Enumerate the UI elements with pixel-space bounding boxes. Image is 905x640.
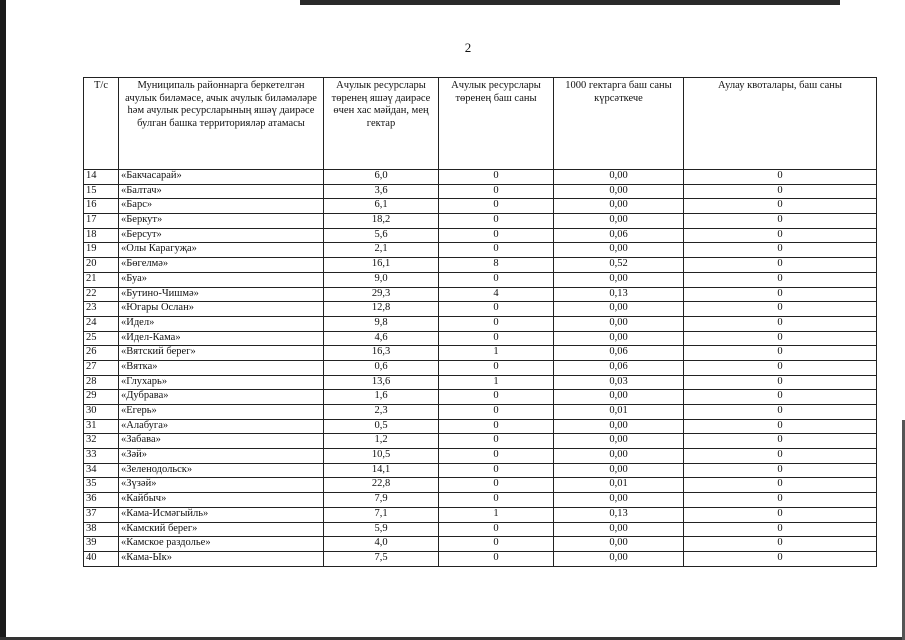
cell-habitat-area: 2,3 [324,405,439,420]
cell-head-count: 0 [439,228,554,243]
cell-habitat-area: 4,0 [324,537,439,552]
cell-habitat-area: 1,6 [324,390,439,405]
cell-density: 0,00 [554,331,684,346]
table-row [84,258,877,273]
table-body [84,170,877,567]
cell-row-number: 37 [84,507,119,522]
page-number: 2 [464,40,472,55]
cell-head-count: 0 [439,390,554,405]
table-row [84,346,877,361]
table-header [84,78,877,170]
cell-quota: 0 [684,287,877,302]
cell-territory-name: «Идел» [119,316,324,331]
cell-density: 0,06 [554,228,684,243]
cell-habitat-area: 16,3 [324,346,439,361]
cell-quota: 0 [684,522,877,537]
cell-quota: 0 [684,214,877,229]
cell-quota: 0 [684,375,877,390]
cell-habitat-area: 12,8 [324,302,439,317]
cell-habitat-area: 13,6 [324,375,439,390]
cell-head-count: 0 [439,537,554,552]
table-row [84,228,877,243]
table-row [84,199,877,214]
cell-head-count: 0 [439,272,554,287]
cell-quota: 0 [684,184,877,199]
table-row [84,272,877,287]
cell-territory-name: «Зәй» [119,449,324,464]
cell-habitat-area: 4,6 [324,331,439,346]
cell-habitat-area: 9,0 [324,272,439,287]
cell-territory-name: «Бакчасарай» [119,170,324,185]
cell-territory-name: «Камский берег» [119,522,324,537]
cell-density: 0,00 [554,390,684,405]
cell-density: 0,00 [554,214,684,229]
table-row [84,287,877,302]
cell-habitat-area: 10,5 [324,449,439,464]
cell-quota: 0 [684,449,877,464]
table-row [84,419,877,434]
cell-head-count: 0 [439,463,554,478]
cell-territory-name: «Алабуга» [119,419,324,434]
cell-habitat-area: 5,9 [324,522,439,537]
cell-head-count: 0 [439,434,554,449]
cell-habitat-area: 6,0 [324,170,439,185]
header-quota: Аулау квоталары, баш саны [684,78,877,170]
cell-row-number: 17 [84,214,119,229]
table-row [84,170,877,185]
cell-habitat-area: 0,5 [324,419,439,434]
cell-density: 0,03 [554,375,684,390]
cell-habitat-area: 16,1 [324,258,439,273]
cell-density: 0,01 [554,405,684,420]
cell-head-count: 0 [439,493,554,508]
cell-head-count: 0 [439,331,554,346]
cell-territory-name: «Глухарь» [119,375,324,390]
cell-territory-name: «Югары Ослан» [119,302,324,317]
header-row [84,78,877,170]
header-density: 1000 гектарга баш саны күрсәткече [554,78,684,170]
cell-density: 0,00 [554,419,684,434]
cell-row-number: 14 [84,170,119,185]
cell-row-number: 16 [84,199,119,214]
cell-row-number: 22 [84,287,119,302]
cell-density: 0,00 [554,449,684,464]
cell-territory-name: «Вятский берег» [119,346,324,361]
cell-head-count: 0 [439,405,554,420]
cell-density: 0,00 [554,493,684,508]
cell-row-number: 36 [84,493,119,508]
cell-head-count: 4 [439,287,554,302]
cell-density: 0,00 [554,199,684,214]
cell-territory-name: «Барс» [119,199,324,214]
table-row [84,449,877,464]
cell-head-count: 0 [439,316,554,331]
cell-density: 0,00 [554,463,684,478]
header-row-number: Т/с [84,78,119,170]
header-head-count: Ачулык ресурслары төренең баш саны [439,78,554,170]
cell-density: 0,13 [554,287,684,302]
cell-habitat-area: 22,8 [324,478,439,493]
cell-row-number: 28 [84,375,119,390]
cell-territory-name: «Камское раздолье» [119,537,324,552]
cell-quota: 0 [684,316,877,331]
cell-head-count: 1 [439,507,554,522]
cell-density: 0,00 [554,434,684,449]
cell-head-count: 0 [439,478,554,493]
cell-quota: 0 [684,390,877,405]
cell-row-number: 30 [84,405,119,420]
cell-row-number: 40 [84,551,119,566]
table-row [84,405,877,420]
cell-territory-name: «Бутино-Чишмә» [119,287,324,302]
table-row [84,214,877,229]
cell-territory-name: «Бөгелмә» [119,258,324,273]
table-row [84,302,877,317]
cell-habitat-area: 5,6 [324,228,439,243]
cell-row-number: 31 [84,419,119,434]
cell-territory-name: «Забава» [119,434,324,449]
cell-head-count: 0 [439,184,554,199]
table-row [84,184,877,199]
cell-head-count: 8 [439,258,554,273]
header-territory-name: Муниципаль районнарга беркетелгән ачулык биләмәсе, ачык ачулык биләмәләре һәм ачулык ресурсларының яшәү даирәсе булган башка территорияләр атамасы [119,78,324,170]
cell-habitat-area: 14,1 [324,463,439,478]
table-row [84,360,877,375]
cell-territory-name: «Буа» [119,272,324,287]
scan-edge-left [0,0,6,640]
cell-quota: 0 [684,243,877,258]
cell-density: 0,00 [554,522,684,537]
cell-density: 0,01 [554,478,684,493]
table-row [84,493,877,508]
cell-head-count: 1 [439,375,554,390]
cell-habitat-area: 2,1 [324,243,439,258]
cell-row-number: 20 [84,258,119,273]
cell-density: 0,00 [554,551,684,566]
cell-head-count: 0 [439,551,554,566]
cell-density: 0,00 [554,316,684,331]
cell-row-number: 34 [84,463,119,478]
cell-density: 0,00 [554,537,684,552]
table-row [84,434,877,449]
cell-row-number: 23 [84,302,119,317]
cell-quota: 0 [684,258,877,273]
cell-density: 0,13 [554,507,684,522]
cell-head-count: 0 [439,199,554,214]
cell-quota: 0 [684,199,877,214]
cell-quota: 0 [684,360,877,375]
cell-density: 0,00 [554,272,684,287]
cell-row-number: 15 [84,184,119,199]
cell-quota: 0 [684,434,877,449]
cell-habitat-area: 6,1 [324,199,439,214]
cell-habitat-area: 9,8 [324,316,439,331]
cell-row-number: 32 [84,434,119,449]
cell-head-count: 0 [439,302,554,317]
cell-quota: 0 [684,507,877,522]
cell-quota: 0 [684,463,877,478]
cell-quota: 0 [684,551,877,566]
cell-territory-name: «Вятка» [119,360,324,375]
table-row [84,463,877,478]
cell-habitat-area: 18,2 [324,214,439,229]
cell-density: 0,00 [554,302,684,317]
hunting-resources-table [83,77,877,567]
cell-quota: 0 [684,346,877,361]
cell-head-count: 0 [439,419,554,434]
cell-row-number: 19 [84,243,119,258]
cell-head-count: 0 [439,449,554,464]
cell-territory-name: «Берсут» [119,228,324,243]
table-row [84,478,877,493]
cell-row-number: 29 [84,390,119,405]
table-row [84,331,877,346]
cell-quota: 0 [684,478,877,493]
cell-quota: 0 [684,272,877,287]
table-row [84,243,877,258]
table-row [84,537,877,552]
cell-quota: 0 [684,419,877,434]
header-habitat-area: Ачулык ресурслары төренең яшәү даирәсе өчен хас мәйдан, мең гектар [324,78,439,170]
cell-territory-name: «Олы Карагуҗа» [119,243,324,258]
cell-quota: 0 [684,228,877,243]
cell-head-count: 0 [439,243,554,258]
cell-territory-name: «Балтач» [119,184,324,199]
cell-density: 0,52 [554,258,684,273]
cell-head-count: 0 [439,522,554,537]
table-row [84,551,877,566]
cell-quota: 0 [684,405,877,420]
table-row [84,390,877,405]
cell-row-number: 18 [84,228,119,243]
cell-density: 0,00 [554,243,684,258]
cell-quota: 0 [684,537,877,552]
cell-habitat-area: 3,6 [324,184,439,199]
cell-row-number: 27 [84,360,119,375]
cell-head-count: 0 [439,170,554,185]
cell-territory-name: «Кама-Исмәгыйль» [119,507,324,522]
cell-row-number: 33 [84,449,119,464]
cell-quota: 0 [684,331,877,346]
scan-edge-top [300,0,840,5]
cell-habitat-area: 0,6 [324,360,439,375]
cell-row-number: 25 [84,331,119,346]
cell-head-count: 0 [439,360,554,375]
cell-territory-name: «Дубрава» [119,390,324,405]
table-row [84,316,877,331]
cell-row-number: 35 [84,478,119,493]
cell-territory-name: «Кама-Ык» [119,551,324,566]
cell-territory-name: «Беркут» [119,214,324,229]
cell-row-number: 21 [84,272,119,287]
cell-territory-name: «Зүзәй» [119,478,324,493]
cell-quota: 0 [684,170,877,185]
cell-row-number: 24 [84,316,119,331]
cell-habitat-area: 7,1 [324,507,439,522]
cell-territory-name: «Егерь» [119,405,324,420]
cell-row-number: 39 [84,537,119,552]
table-row [84,507,877,522]
cell-row-number: 38 [84,522,119,537]
cell-density: 0,00 [554,184,684,199]
cell-density: 0,06 [554,346,684,361]
cell-territory-name: «Кайбыч» [119,493,324,508]
cell-habitat-area: 1,2 [324,434,439,449]
cell-habitat-area: 7,9 [324,493,439,508]
table-row [84,522,877,537]
cell-head-count: 0 [439,214,554,229]
cell-habitat-area: 7,5 [324,551,439,566]
cell-territory-name: «Зеленодольск» [119,463,324,478]
cell-density: 0,00 [554,170,684,185]
cell-territory-name: «Идел-Кама» [119,331,324,346]
cell-row-number: 26 [84,346,119,361]
cell-quota: 0 [684,493,877,508]
cell-quota: 0 [684,302,877,317]
cell-head-count: 1 [439,346,554,361]
cell-habitat-area: 29,3 [324,287,439,302]
cell-density: 0,06 [554,360,684,375]
table-row [84,375,877,390]
